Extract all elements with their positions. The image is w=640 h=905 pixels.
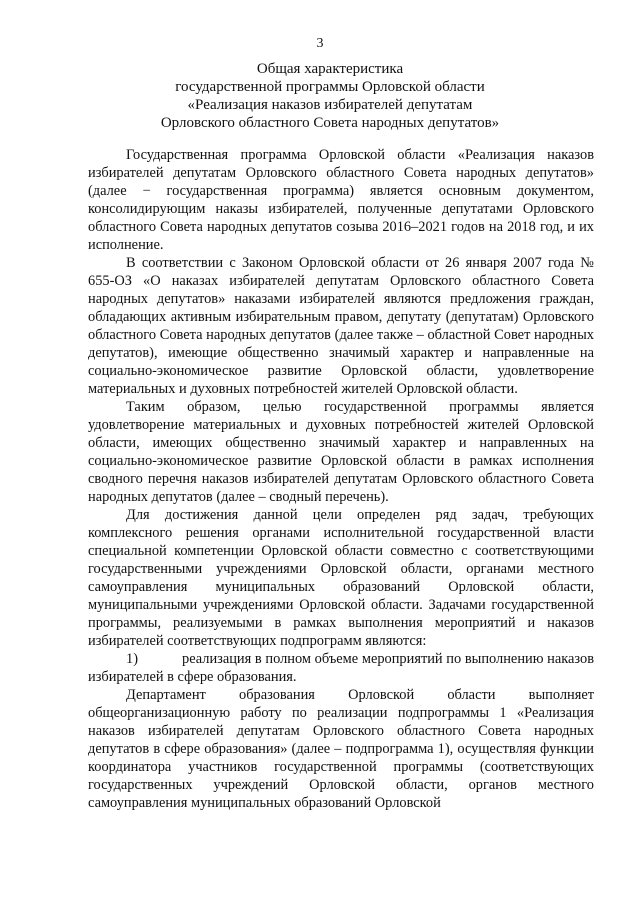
numbered-item-text: реализация в полном объеме мероприятий по выполнению наказов избирателей в сфере образования. <box>88 651 594 685</box>
paragraph-tasks: Для достижения данной цели определен ряд задач, требующих комплексного решения органами исполнительной государственной власти специальной компетенции Орловской области совместно с соответствующими государственными учреждениями Орловской области, органами местного самоуправления муниципальных образований Орловской области, муниципальными учреждениями Орловской области. Задачами государственной программы, реализуемыми в рамках выполнения мероприятий и наказов избирателей соответствующих подпрограмм являются: <box>88 507 594 649</box>
paragraph-department: Департамент образования Орловской области выполняет общеорганизационную работу по реализации подпрограммы 1 «Реализация наказов избирателей депутатам Орловского областного Совета народных депутатов в сфере образования» (далее – подпрограмма 1), осуществляя функции координатора участников государственной программы (соответствующих государственных учреждений Орловской области, органов местного самоуправления муниципальных образований Орловской <box>88 687 594 811</box>
document-title <box>60 60 600 132</box>
title-line-4: Орловского областного Совета народных депутатов» <box>160 115 500 131</box>
paragraph-intro: Государственная программа Орловской области «Реализация наказов избирателей депутатам Орловского областного Совета народных депутатов» (далее − государственная программа) является основным документом, консолидирующим наказы избирателей, полученные депутатами Орловского областного Совета народных депутатов созыва 2016–2021 годов на 2018 год, и их исполнение. <box>88 147 594 253</box>
title-line-3: «Реализация наказов избирателей депутатам <box>187 97 473 113</box>
paragraph-goal: Таким образом, целью государственной программы является удовлетворение материальных и духовных потребностей жителей Орловской области, имеющих общественно значимый характер и направленных на социально-экономическое развитие Орловской области в рамках исполнения сводного перечня наказов избирателей депутатам Орловского областного Совета народных депутатов (далее – сводный перечень). <box>88 399 594 505</box>
numbered-item-1 <box>88 650 594 686</box>
paragraph-law-reference: В соответствии с Законом Орловской области от 26 января 2007 года № 655-ОЗ «О наказах избирателей депутатам Орловского областного Совета народных депутатов» наказами избирателей являются предложения граждан, обладающих активным избирательным правом, депутату (депутатам) Орловского областного Совета народных депутатов (далее также – областной Совет народных депутатов), имеющие общественно значимый характер и направленные на социально-экономическое развитие Орловской области, удовлетворение материальных и духовных потребностей жителей Орловской области. <box>88 255 594 397</box>
page-number: 3 <box>316 36 324 51</box>
title-line-2: государственной программы Орловской области <box>175 79 485 95</box>
numbered-item-marker: 1) <box>126 651 138 667</box>
document-body <box>88 146 594 812</box>
title-line-1: Общая характеристика <box>256 61 404 77</box>
